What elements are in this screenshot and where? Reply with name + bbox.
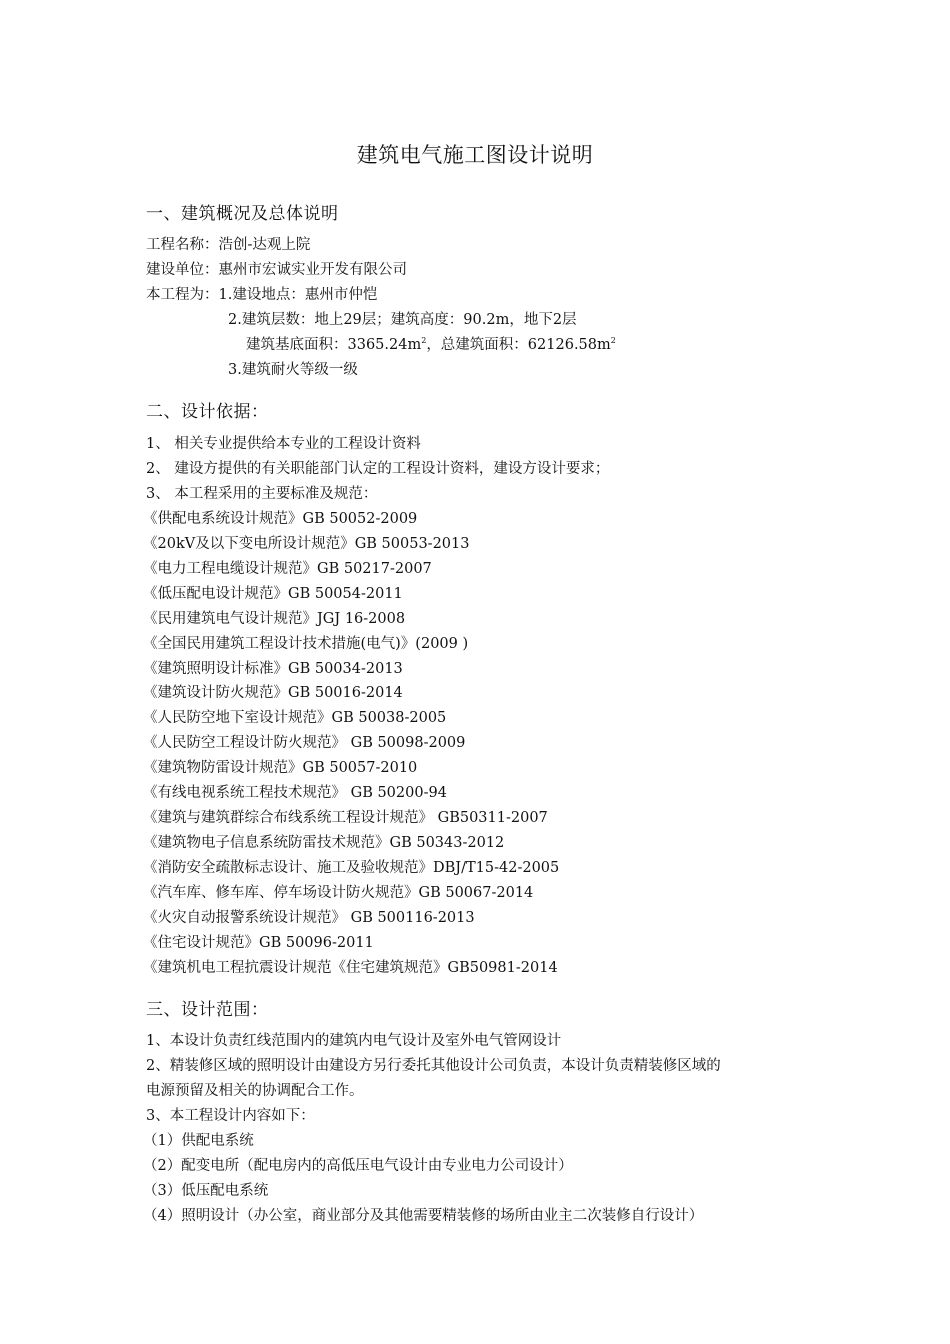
fire-rating: 3.建筑耐火等级一级 [228, 362, 358, 378]
basis-item: 2、 建设方提供的有关职能部门认定的工程设计资料，建设方设计要求； [146, 461, 610, 477]
base-area-unit-sup: 2 [421, 336, 427, 346]
document-title: 建筑电气施工图设计说明 [356, 143, 594, 167]
standard-item: 《20kV及以下变电所设计规范》GB 50053-2013 [143, 536, 470, 552]
standard-item: 《建筑照明设计标准》GB 50034-2013 [143, 661, 403, 677]
standard-item: 《供配电系统设计规范》GB 50052-2009 [143, 511, 418, 527]
standard-item: 《住宅设计规范》GB 50096-2011 [143, 935, 374, 951]
scope-line: （3）低压配电系统 [143, 1183, 269, 1199]
total-area: ，总建筑面积：62126.58m [426, 337, 611, 353]
scope-line: （1）供配电系统 [143, 1133, 254, 1149]
project-name: 工程名称：浩创-达观上院 [146, 237, 311, 253]
standard-item: 《消防安全疏散标志设计、施工及验收规范》DBJ/T15-42-2005 [143, 860, 560, 876]
total-area-unit-sup: 2 [610, 336, 616, 346]
standard-item: 《人民防空地下室设计规范》GB 50038-2005 [143, 710, 447, 726]
standard-item: 《有线电视系统工程技术规范》 GB 50200-94 [143, 785, 447, 801]
basis-item: 3、 本工程采用的主要标准及规范： [146, 486, 378, 502]
section-1-heading: 一、建筑概况及总体说明 [146, 204, 339, 224]
developer: 建设单位：惠州市宏诚实业开发有限公司 [146, 262, 407, 278]
building-floors: 2.建筑层数：地上29层；建筑高度：90.2m，地下2层 [228, 312, 577, 328]
standard-item: 《全国民用建筑工程设计技术措施(电气)》(2009 ) [143, 636, 469, 652]
scope-line: 电源预留及相关的协调配合工作。 [146, 1083, 364, 1099]
project-location: 本工程为：1.建设地点：惠州市仲恺 [146, 287, 378, 303]
scope-line: （4）照明设计（办公室，商业部分及其他需要精装修的场所由业主二次装修自行设计） [143, 1208, 704, 1224]
scope-line: 3、本工程设计内容如下： [146, 1108, 315, 1124]
scope-line: 2、精装修区域的照明设计由建设方另行委托其他设计公司负责，本设计负责精装修区域的 [146, 1058, 721, 1074]
standard-item: 《低压配电设计规范》GB 50054-2011 [143, 586, 403, 602]
standard-item: 《建筑与建筑群综合布线系统工程设计规范》 GB50311-2007 [143, 810, 548, 826]
standard-item: 《建筑机电工程抗震设计规范《住宅建筑规范》GB50981-2014 [143, 960, 558, 976]
scope-line: （2）配变电所（配电房内的高低压电气设计由专业电力公司设计） [143, 1158, 573, 1174]
basis-item: 1、 相关专业提供给本专业的工程设计资料 [146, 436, 421, 452]
standard-item: 《人民防空工程设计防火规范》 GB 50098-2009 [143, 735, 466, 751]
section-2-heading: 二、设计依据： [146, 402, 269, 422]
standard-item: 《民用建筑电气设计规范》JGJ 16-2008 [143, 611, 406, 627]
section-3-heading: 三、设计范围： [146, 1000, 269, 1020]
building-area [246, 333, 616, 357]
standard-item: 《建筑物防雷设计规范》GB 50057-2010 [143, 760, 418, 776]
standard-item: 《电力工程电缆设计规范》GB 50217-2007 [143, 561, 432, 577]
scope-line: 1、本设计负责红线范围内的建筑内电气设计及室外电气管网设计 [146, 1033, 562, 1049]
base-area: 建筑基底面积：3365.24m [246, 337, 422, 353]
standard-item: 《汽车库、修车库、停车场设计防火规范》GB 50067-2014 [143, 885, 534, 901]
standard-item: 《火灾自动报警系统设计规范》 GB 500116-2013 [143, 910, 475, 926]
standard-item: 《建筑物电子信息系统防雷技术规范》GB 50343-2012 [143, 835, 505, 851]
standard-item: 《建筑设计防火规范》GB 50016-2014 [143, 685, 403, 701]
